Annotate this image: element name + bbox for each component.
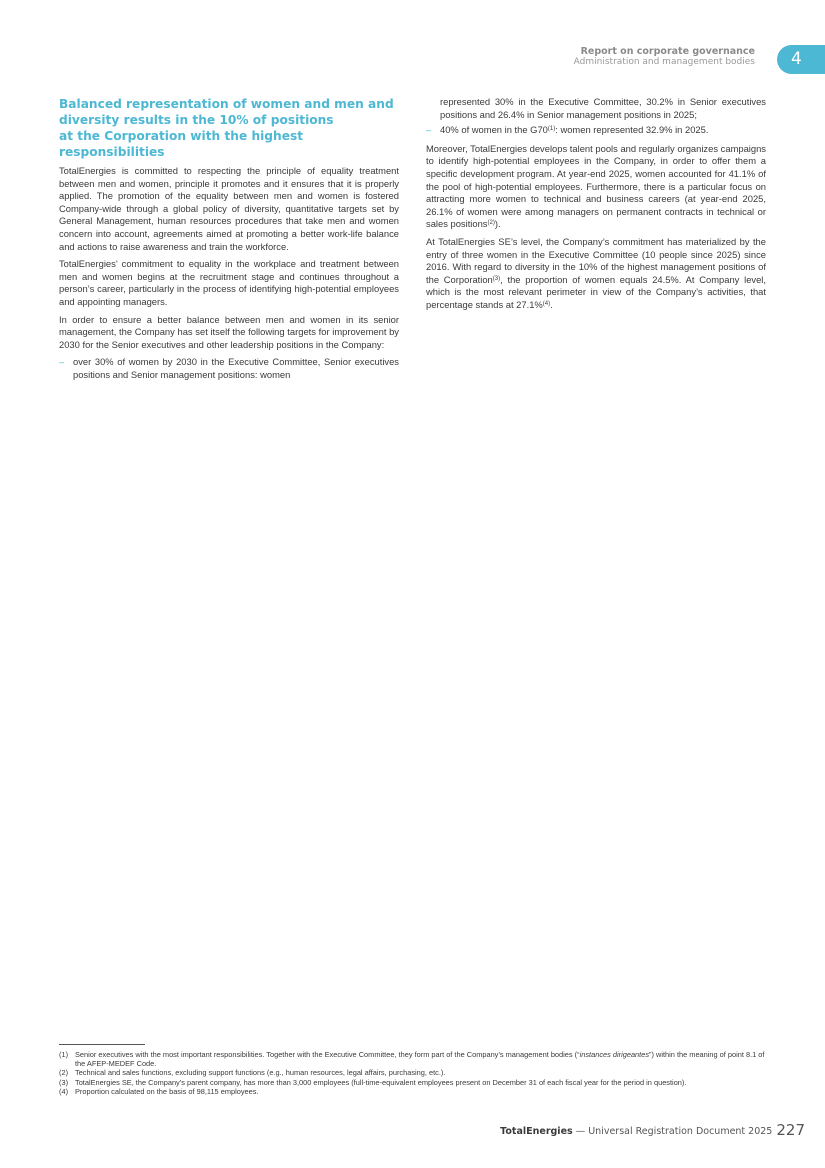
paragraph-company-level — [426, 236, 766, 312]
paragraph-text-end: . — [550, 298, 553, 310]
paragraph-targets: In order to ensure a better balance between men and women in its senior management, the Company has set itself the following targets for improvement by 2030 for the Senior executives and other leadership positions in the Company: — [59, 313, 399, 350]
paragraph-text-middle: , the proportion of women equals 24.5%. At Company level, which is the most relevant perimeter in view of the Company’s activities, that percentage stands at 27.1% — [426, 273, 766, 310]
footnote-item — [59, 1050, 767, 1068]
bullet-text: over 30% of women by 2030 in the Executive Committee, Senior executives positions and Senior management positions: women — [73, 356, 399, 380]
footer-separator: — — [572, 1126, 589, 1137]
right-column — [426, 96, 766, 317]
footnote-number: (4) — [59, 1086, 69, 1096]
bullet-item-30-percent-continued — [426, 96, 766, 121]
paragraph-text: At TotalEnergies SE’s level, the Company’s commitment has materialized by the entry of three women in the Executive Committee (10 people since 2025) since 2016. With regard to diversity in the 10% of the highest management positions of the Corporation — [426, 235, 766, 285]
footnote-item — [59, 1078, 767, 1087]
footnote-text: Technical and sales functions, excluding support functions (e.g., human resources, legal affairs, purchasing, etc.). — [75, 1068, 446, 1078]
footnote-number: (3) — [59, 1077, 69, 1087]
footnote-ref-2[interactable]: (2) — [487, 220, 495, 227]
footnote-ref-4[interactable]: (4) — [542, 300, 551, 307]
dash-bullet-icon: – — [59, 356, 65, 368]
footer-brand: TotalEnergies — [500, 1126, 573, 1137]
section-heading-line3: at the Corporation with the highest responsibilities — [59, 129, 304, 159]
footnote-divider — [59, 1044, 145, 1045]
bullet-text: represented 30% in the Executive Committee, 30.2% in Senior executives positions and 26.4% in Senior management positions in 2025; — [440, 96, 766, 120]
left-column — [59, 96, 399, 385]
footnotes — [59, 1050, 767, 1096]
footnote-item — [59, 1068, 767, 1077]
bullet-text: 40% of women in the G70 — [440, 124, 548, 136]
page-footer — [500, 1120, 805, 1138]
paragraph-equality-principle: TotalEnergies is committed to respecting the principle of equality treatment between men and women, principle it promotes and it ensures that it is properly applied. The promotion of the equality between men and women is fostered Company-wide through a global policy of diversity, quantitative targets set by General Management, human resources procedures that take men and women concern into account, agreements aimed at promoting a better work-life balance and actions to raise awareness and train the workforce. — [59, 165, 399, 252]
running-header — [574, 46, 755, 68]
section-heading — [59, 96, 399, 160]
footnote-number: (1) — [59, 1050, 69, 1059]
running-header-title: Report on corporate governance — [580, 46, 755, 57]
paragraph-talent-pools — [426, 143, 766, 231]
footnote-text: Proportion calculated on the basis of 98,115 employees. — [75, 1086, 259, 1096]
footnote-text: Senior executives with the most important responsibilities. Together with the Executive Committee, they form part of the Company’s management bodies (“ — [75, 1050, 580, 1059]
dash-bullet-icon: – — [426, 124, 432, 136]
footnote-text: TotalEnergies SE, the Company’s parent company, has more than 3,000 employees (full-time-equivalent employees present on December 31 of each fiscal year for the period in question). — [75, 1077, 687, 1087]
footnote-text-end: ”) within the meaning of point 8.1 of the AFEP-MEDEF Code. — [75, 1050, 765, 1069]
footnote-italic-text: instances dirigeantes — [579, 1050, 650, 1059]
footnote-item — [59, 1087, 767, 1096]
bullet-item-30-percent — [59, 356, 399, 381]
paragraph-text-end: ). — [494, 218, 501, 230]
footnote-ref-1[interactable]: (1) — [547, 126, 556, 133]
section-heading-line1: Balanced representation of women and men and — [59, 97, 394, 111]
page-number: 227 — [776, 1121, 805, 1139]
bullet-item-g70 — [426, 124, 766, 137]
paragraph-commitment: TotalEnergies’ commitment to equality in the workplace and treatment between men and women begins at the recruitment stage and continues throughout a person’s career, particularly in the process of identifying high-potential employees and appointing managers. — [59, 258, 399, 307]
paragraph-text: Moreover, TotalEnergies develops talent pools and regularly organizes campaigns to identify high-potential employees in the Company, in order to offer them a specific development program. At year-end 2025, women accounted for 41.1% of the pool of high-potential employees. Furthermore, there is a particular focus on attracting more women to technical and business careers (at year-end 2025, 26.1% of women were among managers on permanent contracts in technical or sales positions — [426, 142, 766, 230]
section-heading-line2: diversity results in the 10% of positions — [59, 113, 334, 127]
chapter-tab: 4 — [777, 45, 825, 74]
footnote-number: (2) — [59, 1068, 69, 1078]
bullet-text-end: : women represented 32.9% in 2025. — [555, 124, 709, 136]
running-header-subtitle: Administration and management bodies — [573, 57, 755, 67]
footnote-ref-3[interactable]: (3) — [492, 275, 501, 282]
footer-document-title: Universal Registration Document 2025 — [588, 1126, 773, 1137]
